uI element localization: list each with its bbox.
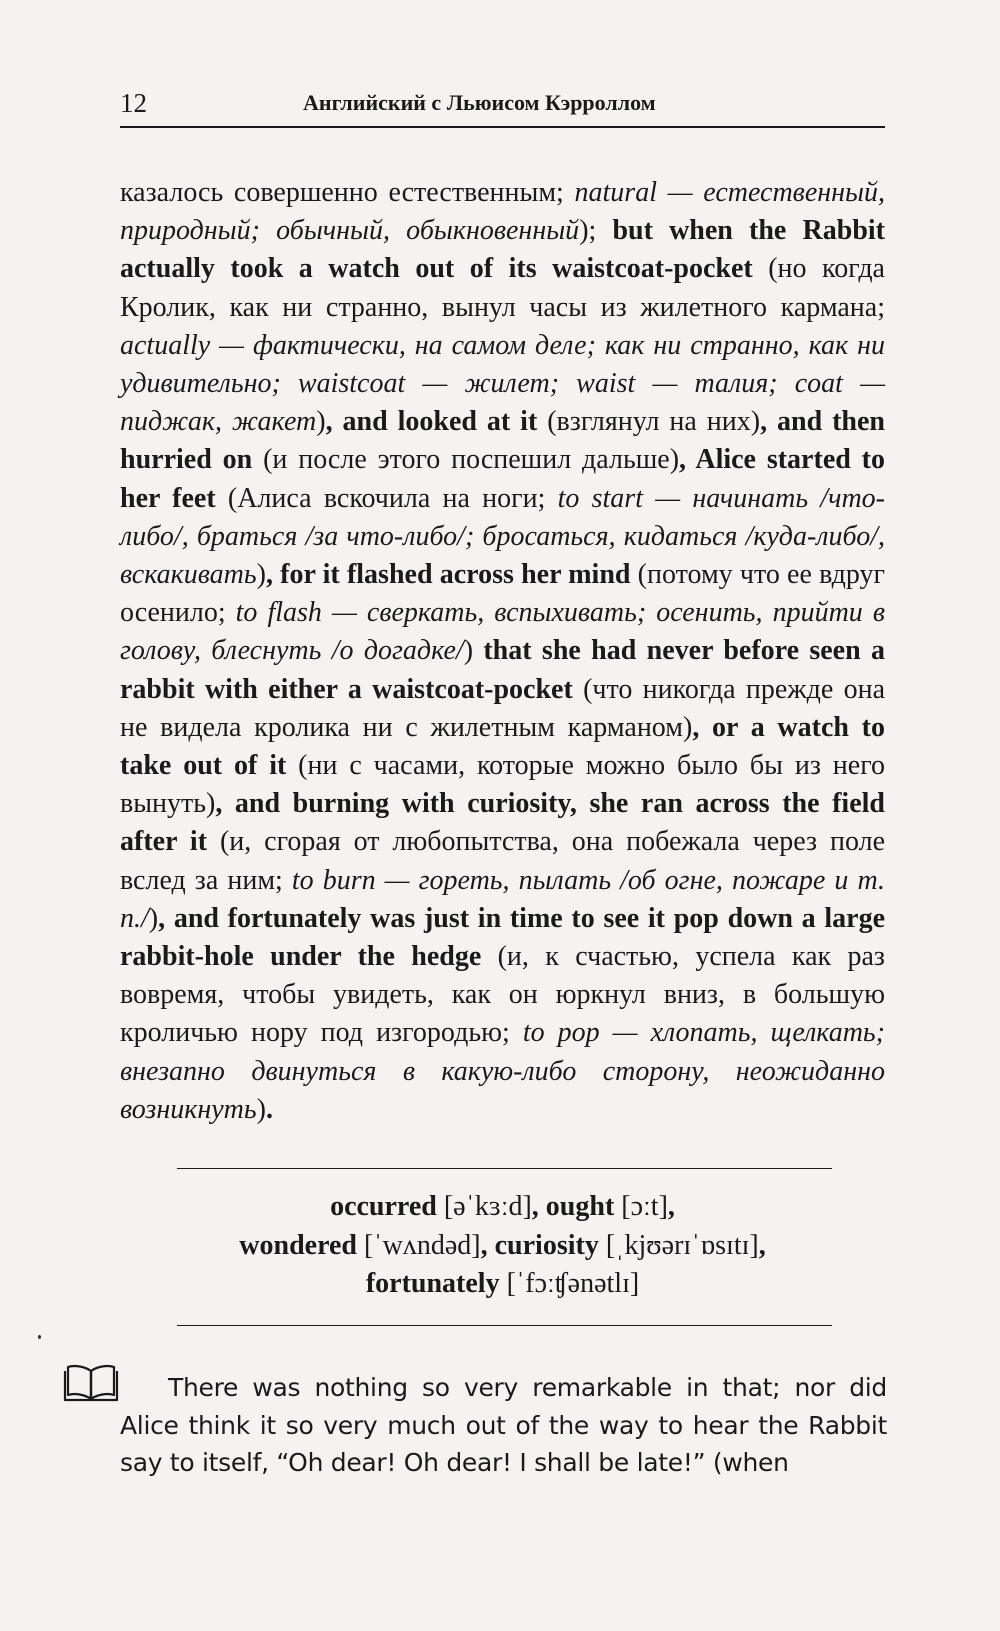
vocabulary-gloss: to start — начинать /что-либо/, браться /за что-либо/; бросаться, кидаться /куда-либо/, вскакивать [120,482,885,591]
transcription: [əˈkɜːd] [436,1191,532,1222]
russian-translation: (но когда Кролик, как ни странно, вынул часы из жилетного кармана; [120,253,885,323]
english-fragment: but when the Rabbit actually took a watch out of its waistcoat-pocket [120,215,885,285]
commentary-paragraph [120,174,885,1129]
transcription: [ˈwʌndəd] [357,1229,481,1261]
russian-translation: (и, сгорая от любопытства, она побежала через поле вслед за ним; [120,826,885,896]
english-fragment: . [265,1093,273,1125]
english-fragment: , and then hurried on [120,406,886,476]
pronunciation-word: ought [545,1191,615,1222]
russian-translation: ) [256,559,266,591]
transcription: [ˌkjʊərɪˈɒsɪtɪ] [598,1229,759,1261]
english-fragment: , for it flashed across her mind [265,559,631,591]
pronunciation-line [120,1188,885,1227]
vocabulary-gloss: to burn — гореть, пылать /об огне, пожаре и т. п./ [120,864,886,934]
ink-speck [38,1335,41,1339]
pronunciation-block [120,1188,885,1304]
vocabulary-gloss: actually — фактически, на самом деле; как ни странно, как ни удивительно; waistcoat — жилет; waist — талия; coat — пиджак, жакет [120,329,885,438]
vocabulary-gloss: to pop — хлопать, щелкать; внезапно двинуться в какую-либо сторону, неожиданно возникнуть [120,1017,885,1125]
english-fragment: , Alice started to her feet [120,444,885,514]
pronunciation-line [120,1265,885,1304]
separator: , [667,1191,675,1222]
divider-bottom [177,1325,832,1326]
transcription: [ɔːt] [614,1191,668,1222]
russian-translation: (ни с часами, которые можно было бы из него вынуть) [120,750,885,820]
english-fragment: , or a watch to take out of it [120,711,885,782]
divider-top [177,1168,832,1169]
commentary-text [120,174,885,1129]
english-fragment: , and fortunately was just in time to see it pop down a large rabbit-hole under the hedge [120,902,885,973]
running-title: Английский с Льюисом Кэрроллом [303,90,656,115]
russian-translation: ) [148,902,159,934]
separator: , [758,1229,766,1261]
vocabulary-gloss: to flash — сверкать, вспыхивать; осенить, прийти в голову, блеснуть /о догадке/ [120,597,885,667]
russian-translation: ) [256,1093,266,1125]
english-original-text [120,1369,887,1482]
page-header [120,84,885,128]
separator: , [531,1191,546,1222]
russian-translation: (Алиса вскочила на ноги; [215,482,558,514]
pronunciation-word: fortunately [365,1268,500,1299]
russian-translation: ); [579,215,613,247]
russian-translation: ) [463,635,484,667]
transcription: [ˈfɔːʧənətlɪ] [499,1268,640,1299]
russian-translation: (и после этого поспешил дальше) [252,444,680,476]
english-fragment: , and looked at it [325,406,538,438]
open-book-icon [62,1362,120,1404]
english-fragment: , and burning with curiosity, she ran across the field after it [120,788,885,858]
pronunciation-word: occurred [330,1191,437,1222]
russian-translation: ) [316,406,326,438]
russian-translation: (потому что ее вдруг осенило; [120,559,885,629]
english-fragment: that she had never before seen a rabbit with either a waistcoat-pocket [120,635,886,705]
russian-translation: казалось совершенно естественным; [120,177,575,208]
pronunciation-line [120,1227,885,1266]
pronunciation-word: wondered [239,1229,357,1261]
page-number: 12 [120,88,147,118]
russian-translation: (и, к счастью, успела как раз вовремя, чтобы увидеть, как он юркнул вниз, в большую кроличью нору под изгородью; [120,941,885,1049]
vocabulary-gloss: natural — естественный, природный; обычный, обыкновенный [120,177,886,247]
russian-translation: (что никогда прежде она не видела кролика ни с жилетным карманом) [120,673,885,743]
separator: , [480,1229,495,1261]
pronunciation-word: curiosity [494,1229,599,1261]
english-paragraph: There was nothing so very remarkable in that; nor did Alice think it so very much out of the way to hear the Rabbit say to itself, “Oh dear! Oh dear! I shall be late!” (when [120,1373,887,1477]
russian-translation: (взглянул на них) [537,406,761,438]
